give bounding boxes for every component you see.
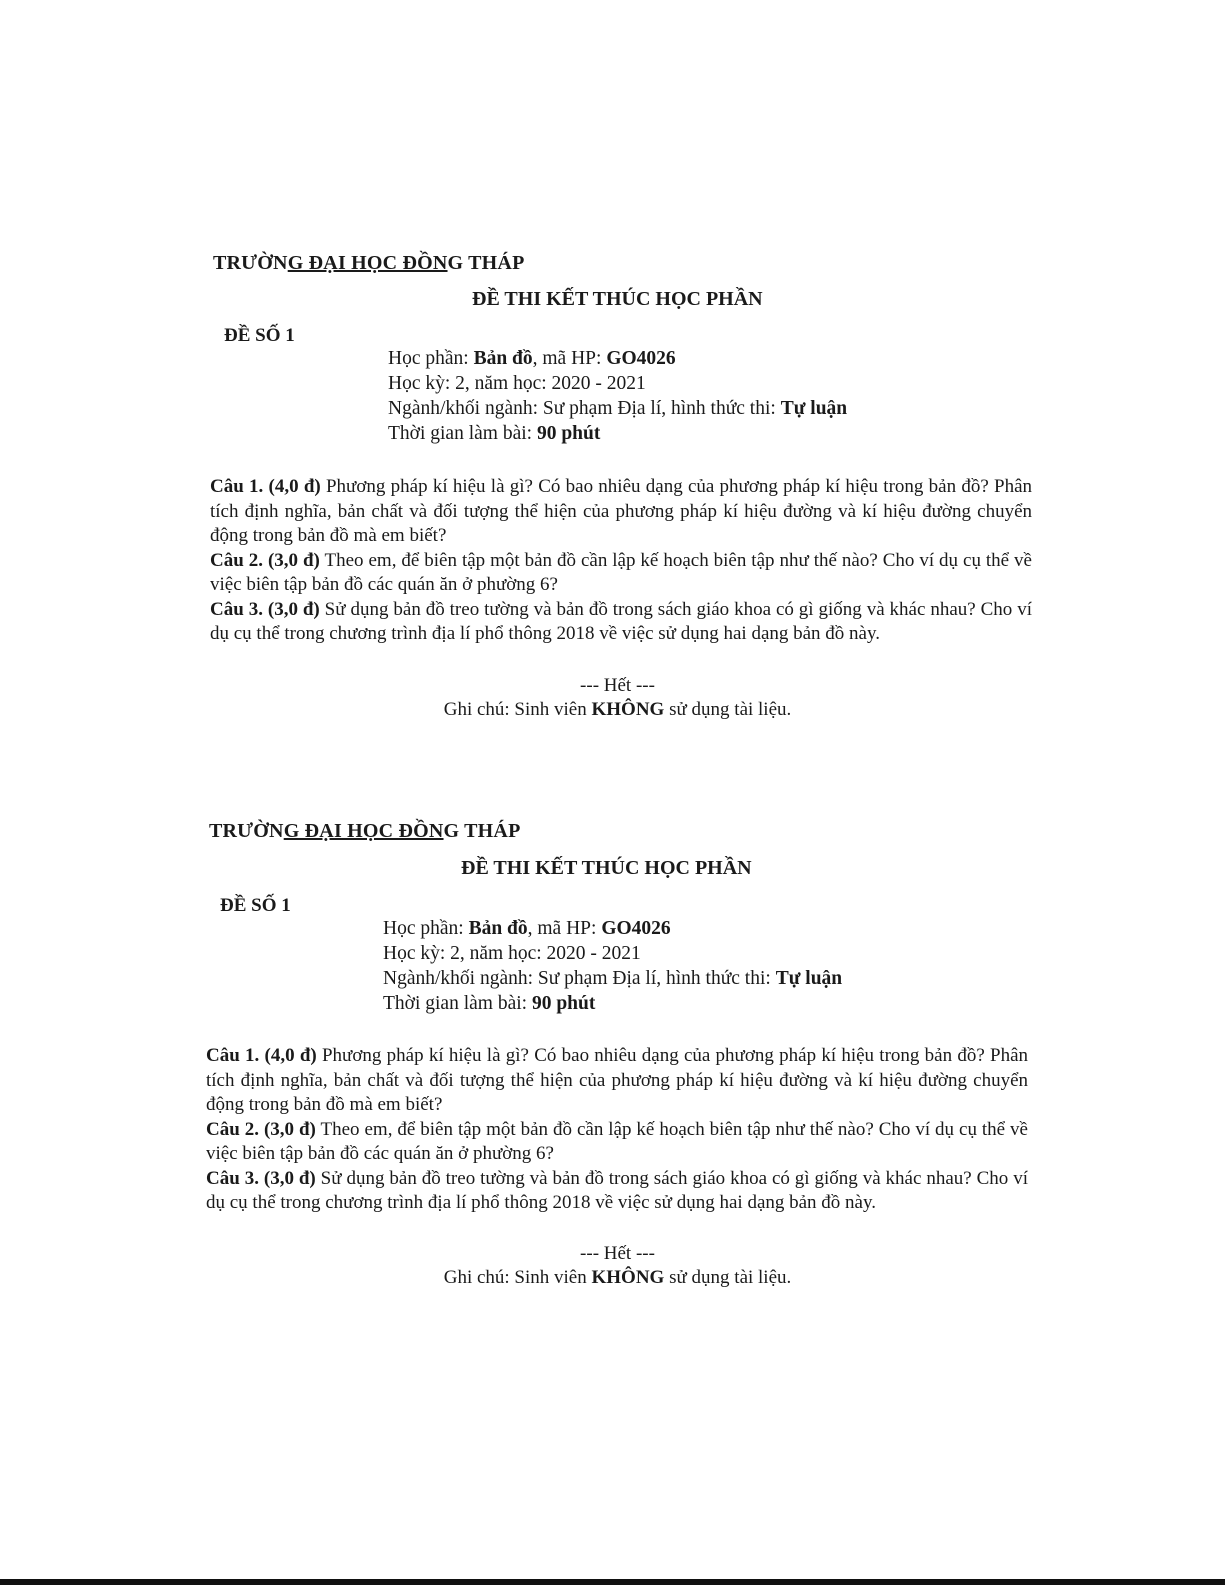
major-line: Ngành/khối ngành: Sư phạm Địa lí, hình thức thi: Tự luận: [383, 968, 843, 989]
question-label: Câu 2. (3,0 đ): [210, 549, 320, 571]
question-label: Câu 1. (4,0 đ): [206, 1045, 317, 1066]
time-line: Thời gian làm bài: 90 phút: [388, 423, 601, 444]
time-value: 90 phút: [536, 423, 601, 444]
exam-number: ĐỀ SỐ 1: [224, 325, 295, 346]
exam-number: ĐỀ SỐ 1: [220, 895, 291, 916]
exam-form: Tự luận: [780, 398, 848, 419]
major-line: Ngành/khối ngành: Sư phạm Địa lí, hình thức thi: Tự luận: [388, 398, 848, 419]
question-text: Phương pháp kí hiệu là gì? Có bao nhiêu dạng của phương pháp kí hiệu trong bản đồ? Phân tích định nghĩa, bản chất và đối tượng thể hiện của phương pháp kí hiệu đường và kí hiệu đường chuyển động trong bản đồ mà em biết?: [210, 476, 1032, 546]
exam-info: [383, 916, 842, 1016]
question-1: [206, 1044, 1028, 1118]
question-label: Câu 1. (4,0 đ): [210, 476, 321, 497]
question-1: [210, 475, 1032, 549]
exam-title: ĐỀ THI KẾT THÚC HỌC PHẦN: [461, 857, 752, 879]
end-mark: --- Hết ---: [580, 1243, 655, 1264]
question-3: [206, 1167, 1028, 1216]
semester-line: Học kỳ: 2, năm học: 2020 - 2021: [383, 943, 641, 964]
exam-footer: [0, 1242, 1225, 1290]
course-line: Học phần: Bản đồ, mã HP: GO4026: [383, 918, 671, 939]
course-name: Bản đồ: [473, 348, 533, 369]
exam-form: Tự luận: [775, 968, 843, 989]
question-text: Theo em, để biên tập một bản đồ cần lập kế hoạch biên tập như thế nào? Cho ví dụ cụ thể về việc biên tập bản đồ các quán ăn ở phường 6?: [206, 1118, 1028, 1164]
exam-sheet-2: [0, 572, 1225, 1288]
question-text: Phương pháp kí hiệu là gì? Có bao nhiêu dạng của phương pháp kí hiệu trong bản đồ? Phân tích định nghĩa, bản chất và đối tượng thể hiện của phương pháp kí hiệu đường và kí hiệu đường chuyển động trong bản đồ mà em biết?: [206, 1045, 1028, 1115]
question-text: Theo em, để biên tập một bản đồ cần lập kế hoạch biên tập như thế nào? Cho ví dụ cụ thể về việc biên tập bản đồ các quán ăn ở phường 6?: [210, 549, 1032, 595]
question-list: [206, 1044, 1028, 1216]
course-line: Học phần: Bản đồ, mã HP: GO4026: [388, 348, 676, 369]
time-value: 90 phút: [531, 993, 596, 1014]
exam-sheet-1: [0, 0, 1225, 720]
scan-edge-line: [0, 1579, 1225, 1585]
note: Ghi chú: Sinh viên KHÔNG sử dụng tài liệu.: [443, 699, 792, 720]
question-label: Câu 3. (3,0 đ): [206, 1167, 316, 1189]
course-code: GO4026: [606, 348, 676, 369]
semester-line: Học kỳ: 2, năm học: 2020 - 2021: [388, 373, 646, 394]
end-mark: --- Hết ---: [580, 675, 655, 696]
school-name: TRƯỜNG ĐẠI HỌC ĐỒNG THÁP: [209, 820, 521, 842]
question-text: Sử dụng bản đồ treo tường và bản đồ trong sách giáo khoa có gì giống và khác nhau? Cho ví dụ cụ thể trong chương trình địa lí phổ thông 2018 về việc sử dụng hai dạng bản đồ này.: [210, 598, 1032, 644]
exam-title: ĐỀ THI KẾT THÚC HỌC PHẦN: [472, 288, 763, 310]
question-text: Sử dụng bản đồ treo tường và bản đồ trong sách giáo khoa có gì giống và khác nhau? Cho ví dụ cụ thể trong chương trình địa lí phổ thông 2018 về việc sử dụng hai dạng bản đồ này.: [206, 1167, 1028, 1213]
question-label: Câu 2. (3,0 đ): [206, 1118, 316, 1140]
school-name: TRƯỜNG ĐẠI HỌC ĐỒNG THÁP: [213, 252, 525, 274]
question-2: [206, 1118, 1028, 1167]
exam-info: [388, 346, 847, 446]
time-line: Thời gian làm bài: 90 phút: [383, 993, 596, 1014]
note: Ghi chú: Sinh viên KHÔNG sử dụng tài liệu.: [443, 1267, 792, 1288]
question-label: Câu 3. (3,0 đ): [210, 598, 320, 620]
course-code: GO4026: [601, 918, 671, 939]
course-name: Bản đồ: [468, 918, 528, 939]
